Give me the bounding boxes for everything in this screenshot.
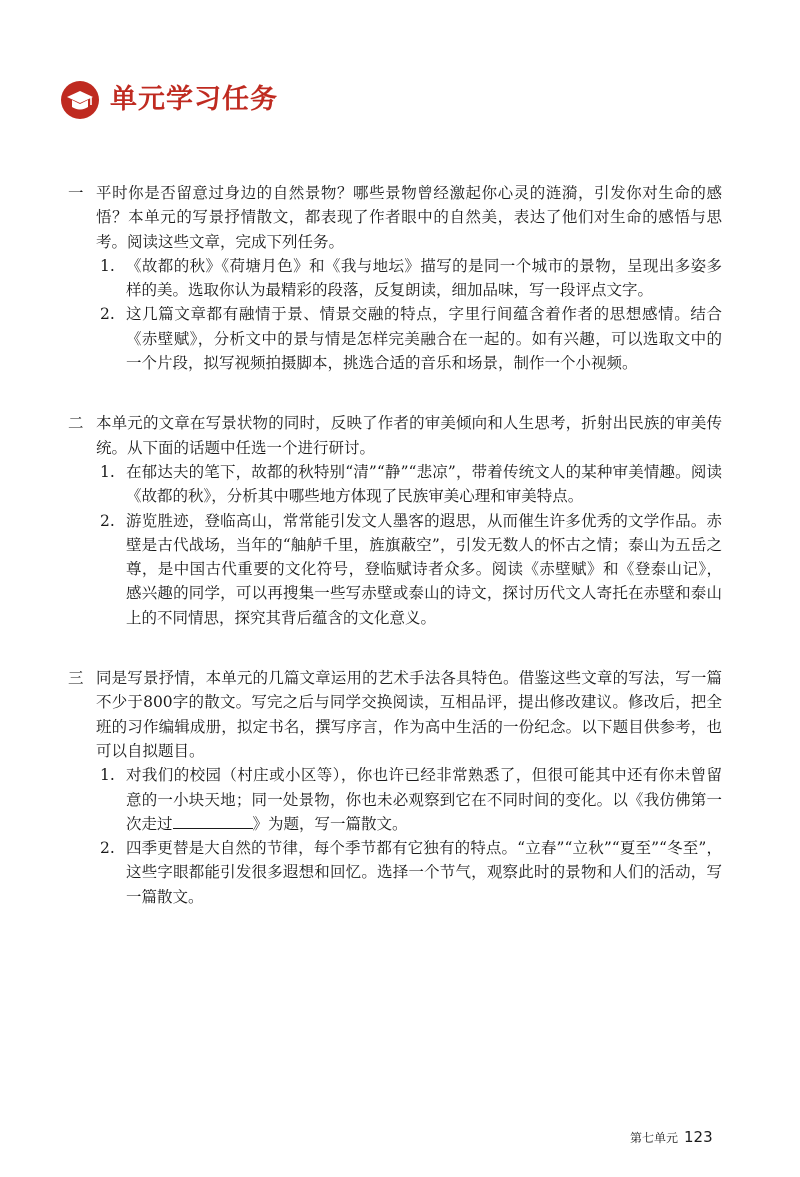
page-footer — [630, 1128, 713, 1146]
item-number: 1. — [100, 256, 115, 275]
section-intro: 同是写景抒情，本单元的几篇文章运用的艺术手法各具特色。借鉴这些文章的写法，写一篇不少于800字的散文。写完之后与同学交换阅读，互相品评，提出修改建议。修改后，把全班的习作编辑成册，拟定书名，撰写序言，作为高中生活的一份纪念。以下题目供参考，也可以自拟题目。 — [96, 669, 722, 760]
section-header — [60, 78, 278, 122]
section-number: 一 — [68, 184, 84, 202]
item-text-after: 》为题，写一篇散文。 — [252, 814, 408, 833]
fill-in-blank — [173, 814, 253, 829]
item-number: 2. — [100, 839, 115, 858]
task-section-2 — [68, 411, 722, 630]
item-number: 1. — [100, 462, 115, 481]
task-section-1 — [68, 181, 722, 375]
task-item — [100, 460, 722, 509]
section-number: 二 — [68, 414, 84, 433]
item-text: 这几篇文章都有融情于景、情景交融的特点，字里行间蕴含着作者的思想感情。结合《赤壁赋》，分析文中的景与情是怎样完美融合在一起的。如有兴趣，可以选取文中的一个片段，拟写视频拍摄脚本，挑选合适的音乐和场景，制作一个小视频。 — [126, 305, 722, 373]
item-text — [126, 763, 722, 836]
task-list — [68, 181, 722, 909]
item-text: 游览胜迹，登临高山，常常能引发文人墨客的遐思，从而催生许多优秀的文学作品。赤壁是古代战场，当年的“舳舻千里，旌旗蔽空”，引发无数人的怀古之情；泰山为五岳之尊，是中国古代重要的文化符号，登临赋诗者众多。阅读《赤壁赋》和《登泰山记》，感兴趣的同学，可以再搜集一些写赤壁或泰山的诗文，探讨历代文人寄托在赤壁和泰山上的不同情思，探究其背后蕴含的文化意义。 — [126, 511, 722, 627]
task-item — [100, 302, 722, 375]
graduation-cap-icon — [60, 80, 100, 120]
item-text: 在郁达夫的笔下，故都的秋特别“清”“静”“悲凉”，带着传统文人的某种审美情趣。阅读《故都的秋》，分析其中哪些地方体现了民族审美心理和审美特点。 — [126, 462, 722, 506]
task-item — [100, 836, 722, 909]
task-section-3 — [68, 666, 722, 909]
section-number: 三 — [68, 669, 84, 688]
section-intro: 本单元的文章在写景状物的同时，反映了作者的审美倾向和人生思考，折射出民族的审美传统。从下面的话题中任选一个进行研讨。 — [96, 414, 722, 457]
item-number: 2. — [100, 511, 115, 530]
unit-label: 第七单元 — [630, 1131, 679, 1145]
item-number: 1. — [100, 766, 115, 785]
page-number: 123 — [684, 1128, 713, 1146]
task-item — [100, 254, 722, 303]
item-text: 四季更替是大自然的节律，每个季节都有它独有的特点。“立春”“立秋”“夏至”“冬至”，这些字眼都能引发很多遐想和回忆。选择一个节气，观察此时的景物和人们的活动，写一篇散文。 — [126, 839, 722, 906]
item-text-before: 对我们的校园（村庄或小区等），你也许已经非常熟悉了，但很可能其中还有你未曾留意的一小块天地；同一处景物，你也未必观察到它在不同时间的变化。以《我仿佛第一次走过 — [126, 766, 722, 833]
item-text: 《故都的秋》《荷塘月色》和《我与地坛》描写的是同一个城市的景物，呈现出多姿多样的美。选取你认为最精彩的段落，反复朗读，细加品味，写一段评点文字。 — [126, 256, 722, 300]
task-item — [100, 509, 722, 630]
item-number: 2. — [100, 305, 115, 324]
section-intro: 平时你是否留意过身边的自然景物？哪些景物曾经激起你心灵的涟漪，引发你对生命的感悟？本单元的写景抒情散文，都表现了作者眼中的自然美，表达了他们对生命的感悟与思考。阅读这些文章，完成下列任务。 — [96, 184, 722, 251]
page-title: 单元学习任务 — [110, 84, 278, 115]
task-item — [100, 763, 722, 836]
